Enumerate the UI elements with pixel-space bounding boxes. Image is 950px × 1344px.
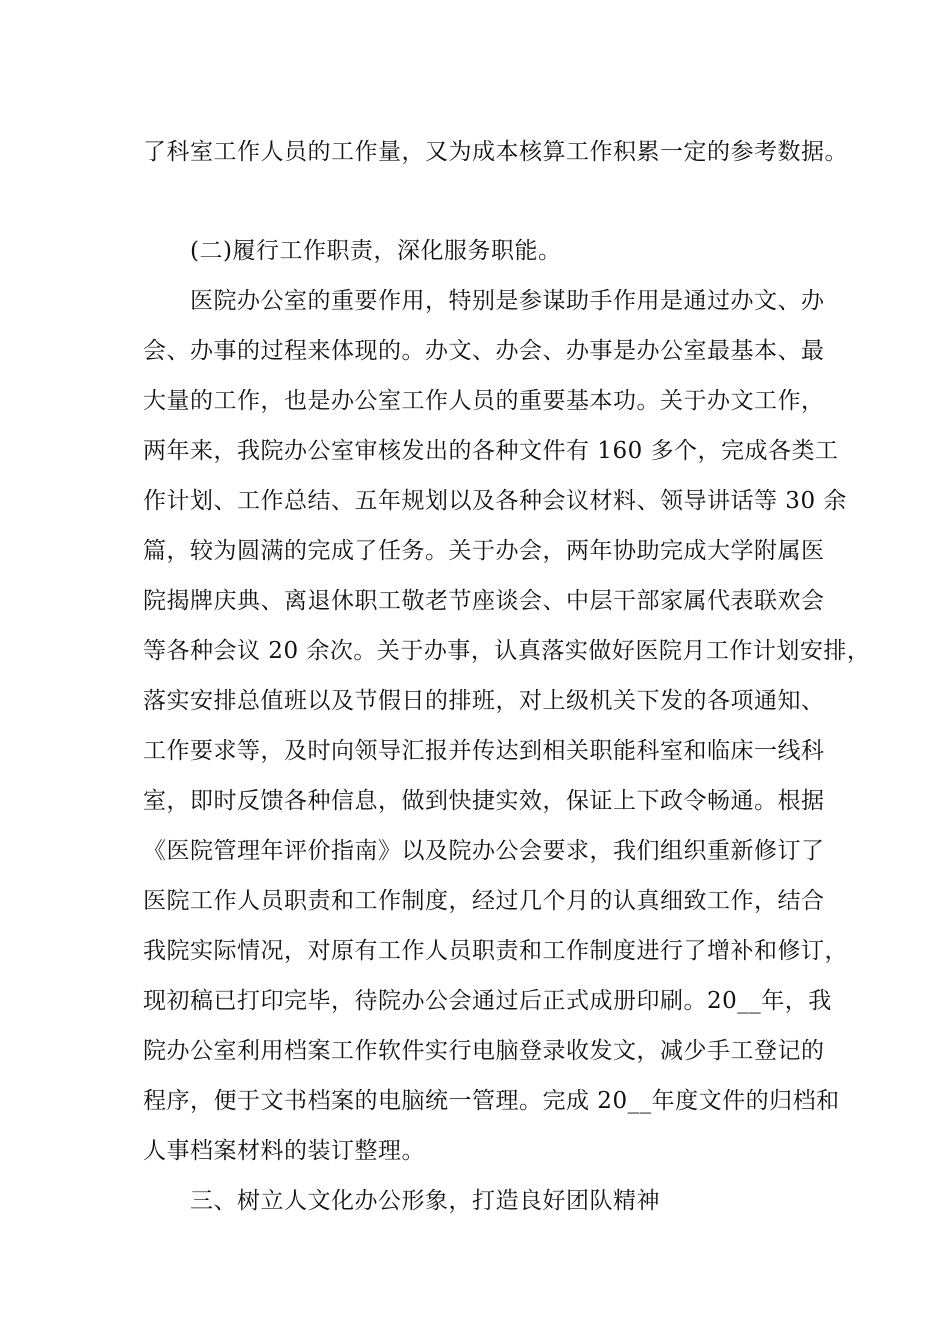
paragraph-line: 室，即时反馈各种信息，做到快捷实效，保证上下政令畅通。根据: [143, 788, 825, 814]
paragraph-line: 两年来，我院办公室审核发出的各种文件有 160 多个，完成各类工: [143, 438, 839, 464]
paragraph-line: 医院办公室的重要作用，特别是参谋助手作用是通过办文、办: [190, 288, 825, 314]
paragraph-line: 现初稿已打印完毕，待院办公会通过后正式成册印刷。20__年，我: [143, 988, 832, 1014]
paragraph-line: 工作要求等，及时向领导汇报并传达到相关职能科室和临床一线科: [143, 738, 825, 764]
continuation-line: 了科室工作人员的工作量，又为成本核算工作积累一定的参考数据。: [143, 139, 848, 165]
paragraph-line: 落实安排总值班以及节假日的排班，对上级机关下发的各项通知、: [143, 688, 825, 714]
paragraph-line: 篇，较为圆满的完成了任务。关于办会，两年协助完成大学附属医: [143, 538, 825, 564]
section-heading: 三、树立人文化办公形象，打造良好团队精神: [190, 1188, 660, 1214]
paragraph-line: 《医院管理年评价指南》以及院办公会要求，我们组织重新修订了: [143, 838, 825, 864]
subsection-heading: (二)履行工作职责，深化服务职能。: [190, 238, 562, 264]
paragraph-line: 等各种会议 20 余次。关于办事，认真落实做好医院月工作计划安排，: [143, 638, 871, 664]
paragraph-line: 院办公室利用档案工作软件实行电脑登录收发文，减少手工登记的: [143, 1038, 825, 1064]
paragraph-line: 医院工作人员职责和工作制度，经过几个月的认真细致工作，结合: [143, 888, 825, 914]
paragraph-line: 作计划、工作总结、五年规划以及各种会议材料、领导讲话等 30 余: [143, 488, 847, 514]
paragraph-line: 院揭牌庆典、离退休职工敬老节座谈会、中层干部家属代表联欢会: [143, 588, 825, 614]
paragraph-line: 大量的工作，也是办公室工作人员的重要基本功。关于办文工作，: [143, 388, 825, 414]
paragraph-line: 程序，便于文书档案的电脑统一管理。完成 20__年度文件的归档和: [143, 1088, 840, 1114]
paragraph-line: 人事档案材料的装订整理。: [143, 1138, 425, 1164]
paragraph-line: 会、办事的过程来体现的。办文、办会、办事是办公室最基本、最: [143, 338, 825, 364]
paragraph-line: 我院实际情况，对原有工作人员职责和工作制度进行了增补和修订，: [143, 938, 848, 964]
